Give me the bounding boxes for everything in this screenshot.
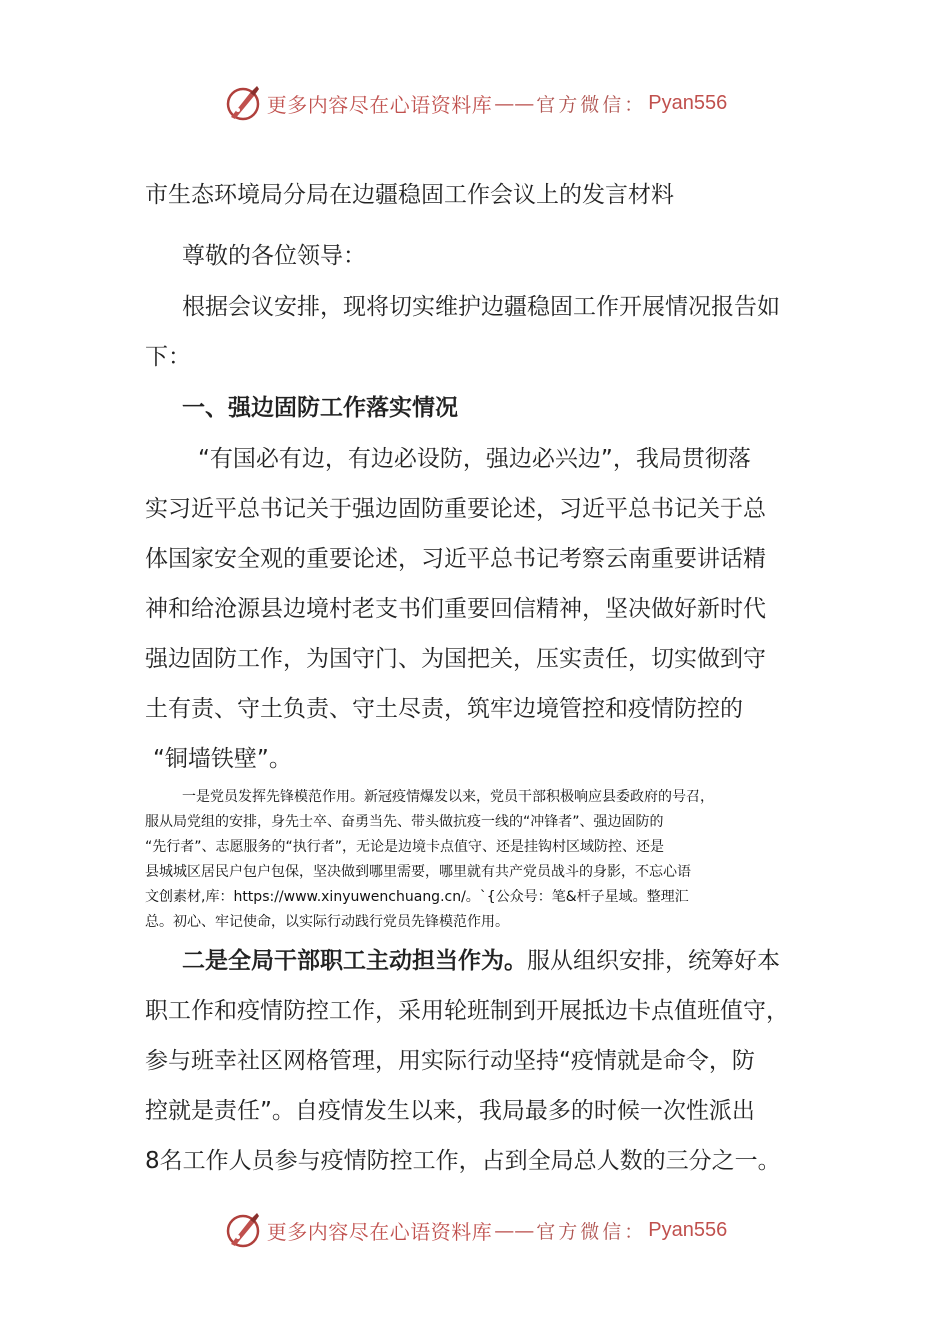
banner-wechat-id: Pyan556	[648, 1218, 728, 1241]
footer-banner	[0, 1205, 950, 1255]
banner-wechat-label: 官方微信：	[536, 1220, 647, 1243]
paragraph-line: 职工作和疫情防控工作，采用轮班制到开展抵边卡点值班值守，	[145, 998, 789, 1024]
small-paragraph-line: 总。初心、牢记使命，以实际行动践行党员先锋模范作用。	[145, 914, 509, 930]
paragraph-line: “有国必有边，有边必设防，强边必兴边”，我局贯彻落	[198, 446, 751, 472]
paragraph-line: 土有责、守土负责、守土尽责，筑牢边境管控和疫情防控的	[145, 696, 743, 722]
paragraph-line: 8名工作人员参与疫情防控工作，占到全局总人数的三分之一。	[145, 1148, 781, 1174]
pen-logo-icon	[223, 83, 263, 123]
paragraph-line	[182, 946, 852, 976]
banner-text: 更多内容尽在心语资料库	[266, 1219, 493, 1244]
small-paragraph-line: 服从局党组的安排，身先士卒、奋勇当先、带头做抗疫一线的“冲锋者”、强边固防的	[145, 814, 664, 830]
banner-wechat-id: Pyan556	[648, 91, 728, 114]
paragraph-line: 实习近平总书记关于强边固防重要论述，习近平总书记关于总	[145, 496, 766, 522]
small-paragraph-line: 文创素材,库：https://www.xinyuwenchuang.cn/。`{公众号：笔&杆子星域。整理汇	[145, 889, 689, 905]
small-paragraph-line: “先行者”、志愿服务的“执行者”，无论是边境卡点值守、还是挂钩村区域防控、还是	[145, 839, 665, 855]
salutation: 尊敬的各位领导：	[182, 243, 366, 269]
banner-separator: ——	[494, 1218, 535, 1242]
small-paragraph-line: 县城城区居民户包户包保，坚决做到哪里需要，哪里就有共产党员战斗的身影，不忘心语	[145, 864, 691, 880]
banner-separator: ——	[494, 91, 535, 115]
paragraph-lead: 二是全局干部职工主动担当作为。	[182, 948, 527, 974]
paragraph-line: 体国家安全观的重要论述，习近平总书记考察云南重要讲话精	[145, 546, 766, 572]
paragraph-line: 强边固防工作，为国守门、为国把关，压实责任，切实做到守	[145, 646, 766, 672]
paragraph-line: “铜墙铁壁”。	[153, 746, 292, 772]
intro-line: 根据会议安排，现将切实维护边疆稳固工作开展情况报告如	[182, 294, 780, 320]
pen-logo-icon	[223, 1210, 263, 1250]
document-title: 市生态环境局分局在边疆稳固工作会议上的发言材料	[145, 182, 674, 208]
small-paragraph-line: 一是党员发挥先锋模范作用。新冠疫情爆发以来，党员干部积极响应县委政府的号召，	[182, 789, 714, 805]
intro-line: 下：	[145, 344, 191, 370]
banner-text: 更多内容尽在心语资料库	[266, 92, 493, 117]
paragraph-lead-rest: 服从组织安排，统筹好本	[527, 948, 780, 974]
header-banner	[0, 78, 950, 128]
section-heading: 一、强边固防工作落实情况	[182, 395, 458, 421]
banner-wechat-label: 官方微信：	[536, 93, 647, 116]
paragraph-line: 控就是责任”。自疫情发生以来，我局最多的时候一次性派出	[145, 1098, 755, 1124]
paragraph-line: 神和给沧源县边境村老支书们重要回信精神，坚决做好新时代	[145, 596, 766, 622]
paragraph-line: 参与班幸社区网格管理，用实际行动坚持“疫情就是命令，防	[145, 1048, 755, 1074]
